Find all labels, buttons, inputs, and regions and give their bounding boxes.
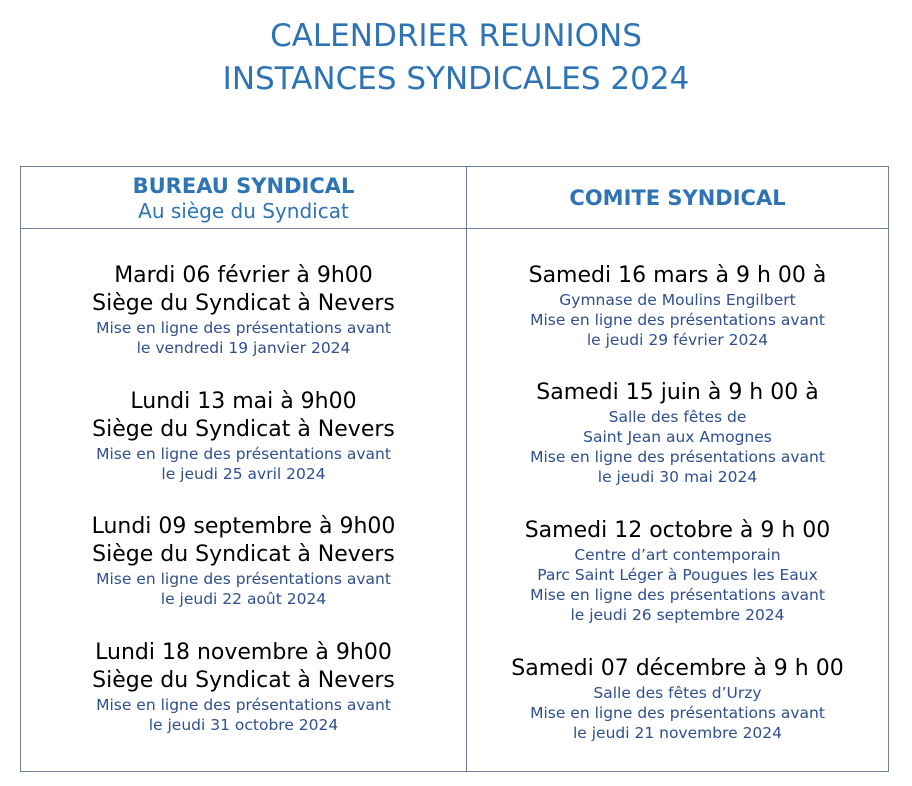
meeting-deadline: le vendredi 19 janvier 2024 (136, 339, 351, 357)
bureau-meeting (21, 388, 466, 484)
meeting-deadline: le jeudi 26 septembre 2024 (570, 606, 785, 624)
header-divider (21, 228, 888, 229)
meeting-date: Samedi 16 mars à 9 h 00 à (528, 263, 827, 288)
meeting-date: Lundi 09 septembre à 9h00 (91, 514, 396, 539)
meeting-date: Samedi 12 octobre à 9 h 00 (524, 518, 831, 543)
page-title-line-2: INSTANCES SYNDICALES 2024 (222, 61, 690, 97)
meeting-deadline: le jeudi 22 août 2024 (160, 590, 327, 608)
meeting-date: Mardi 06 février à 9h00 (114, 263, 373, 288)
calendar-table (20, 166, 889, 772)
meeting-location: Parc Saint Léger à Pougues les Eaux (537, 566, 818, 584)
meeting-location: Centre d’art contemporain (574, 546, 781, 564)
comite-meeting (467, 379, 888, 487)
bureau-meeting (21, 639, 466, 735)
comite-meeting (467, 655, 888, 743)
bureau-header-subtitle: Au siège du Syndicat (138, 199, 349, 223)
meeting-place: Siège du Syndicat à Nevers (92, 417, 395, 442)
meeting-note: Mise en ligne des présentations avant (96, 696, 391, 714)
meeting-date: Lundi 13 mai à 9h00 (130, 389, 357, 414)
comite-meeting (467, 262, 888, 350)
meeting-deadline: le jeudi 30 mai 2024 (597, 468, 758, 486)
meeting-note: Mise en ligne des présentations avant (530, 586, 825, 604)
bureau-meeting (21, 262, 466, 358)
meeting-deadline: le jeudi 31 octobre 2024 (148, 716, 339, 734)
meeting-note: Mise en ligne des présentations avant (530, 704, 825, 722)
meeting-note: Mise en ligne des présentations avant (96, 445, 391, 463)
meeting-note: Mise en ligne des présentations avant (96, 570, 391, 588)
bureau-header (21, 167, 466, 228)
meeting-location: Gymnase de Moulins Engilbert (559, 291, 796, 309)
meeting-location: Saint Jean aux Amognes (583, 428, 772, 446)
meeting-place: Siège du Syndicat à Nevers (92, 668, 395, 693)
meeting-location: Salle des fêtes de (608, 408, 747, 426)
meeting-note: Mise en ligne des présentations avant (530, 311, 825, 329)
meeting-date: Lundi 18 novembre à 9h00 (95, 640, 392, 665)
comite-header-title: COMITE SYNDICAL (569, 186, 786, 210)
comite-header (467, 167, 888, 228)
meeting-date: Samedi 07 décembre à 9 h 00 (511, 656, 844, 681)
meeting-location: Salle des fêtes d’Urzy (593, 684, 762, 702)
meeting-note: Mise en ligne des présentations avant (96, 319, 391, 337)
meeting-deadline: le jeudi 29 février 2024 (586, 331, 769, 349)
meeting-place: Siège du Syndicat à Nevers (92, 542, 395, 567)
meeting-date: Samedi 15 juin à 9 h 00 à (536, 380, 819, 405)
meeting-note: Mise en ligne des présentations avant (530, 448, 825, 466)
page-title-line-1: CALENDRIER REUNIONS (270, 18, 642, 54)
meeting-place: Siège du Syndicat à Nevers (92, 291, 395, 316)
meeting-deadline: le jeudi 25 avril 2024 (161, 465, 326, 483)
meeting-deadline: le jeudi 21 novembre 2024 (572, 724, 783, 742)
bureau-meeting (21, 513, 466, 609)
bureau-header-title: BUREAU SYNDICAL (132, 174, 355, 198)
comite-meeting (467, 517, 888, 625)
